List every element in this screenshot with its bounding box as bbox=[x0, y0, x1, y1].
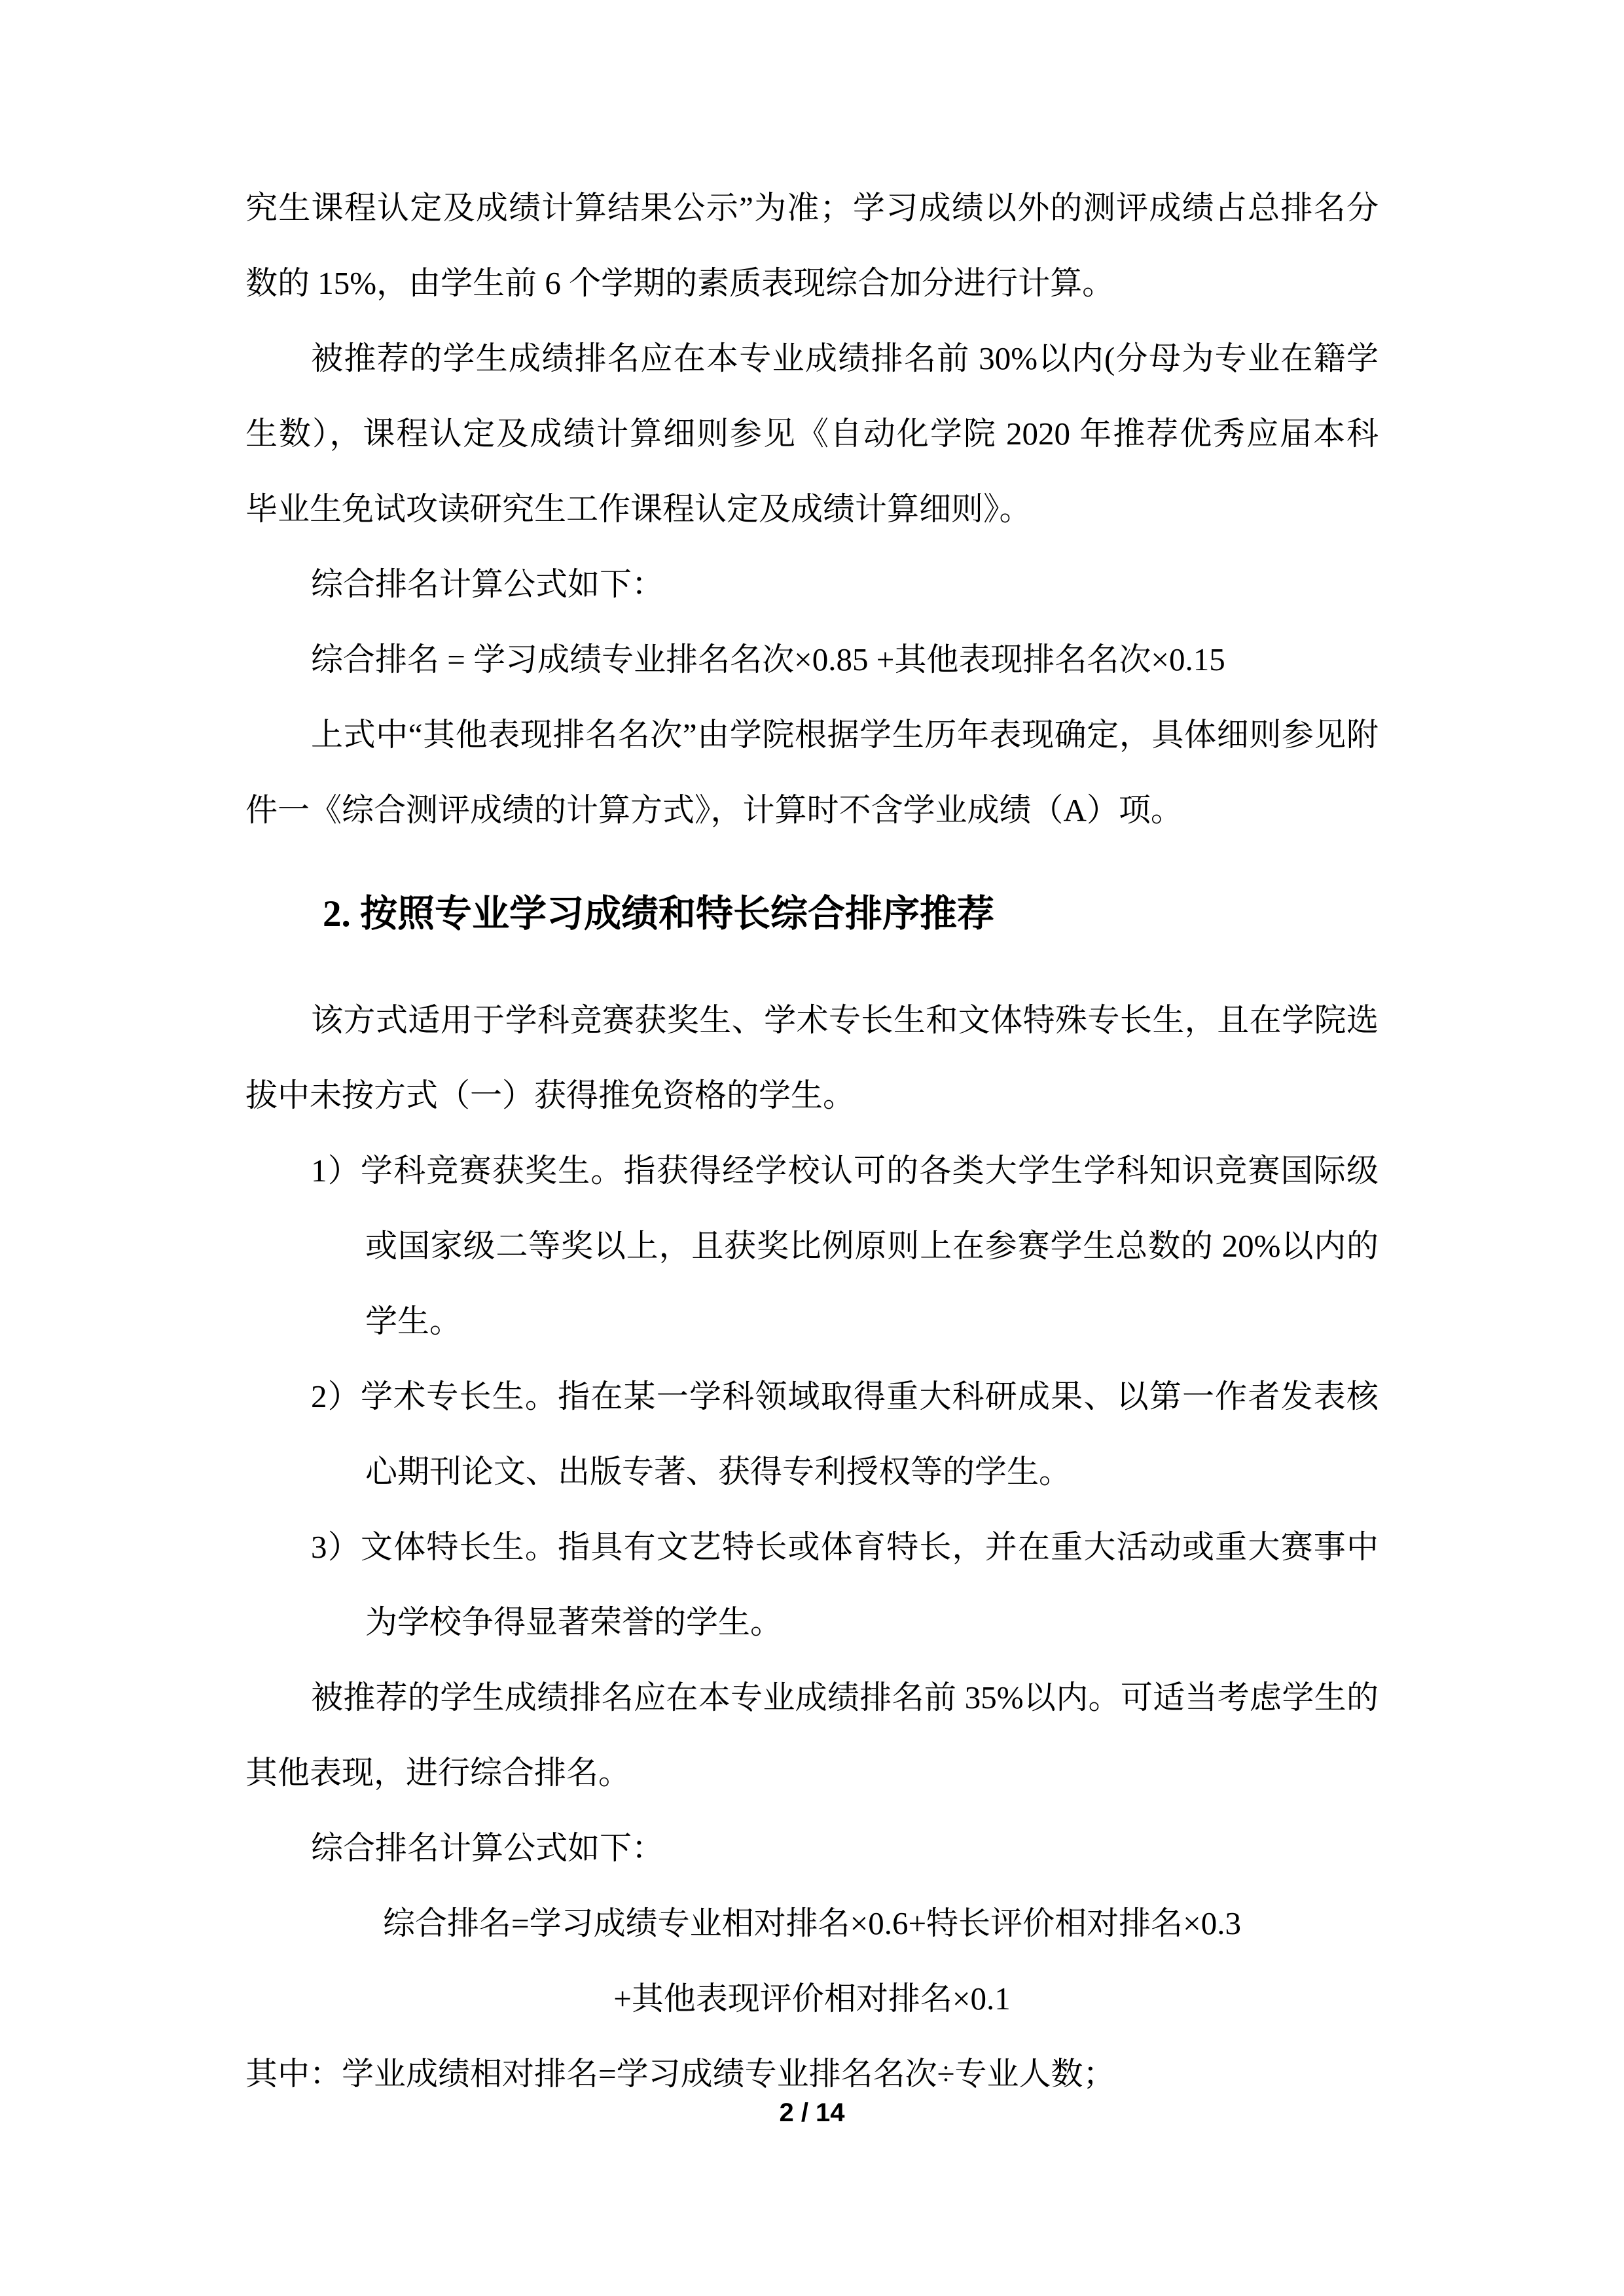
text-line: 其中：学业成绩相对排名=学习成绩专业排名名次÷专业人数； bbox=[245, 2056, 1115, 2092]
text-line: 生数），课程认定及成绩计算细则参见《自动化学院 2020 年推荐优秀应届本科 bbox=[245, 416, 1379, 452]
document-body bbox=[245, 170, 1379, 2111]
text-line: 或国家级二等奖以上，且获奖比例原则上在参赛学生总数的 20%以内的 bbox=[365, 1228, 1379, 1264]
text-line: 毕业生免试攻读研究生工作课程认定及成绩计算细则》。 bbox=[245, 491, 1032, 527]
text-line: 究生课程认定及成绩计算结果公示”为准；学习成绩以外的测评成绩占总排名分 bbox=[245, 190, 1379, 226]
section-heading: 2. 按照专业学习成绩和特长综合排序推荐 bbox=[323, 893, 994, 935]
text-line: 心期刊论文、出版专著、获得专利授权等的学生。 bbox=[365, 1454, 1072, 1490]
text-line: 件一《综合测评成绩的计算方式》，计算时不含学业成绩（A）项。 bbox=[245, 792, 1183, 828]
text-line: 3）文体特长生。指具有文艺特长或体育特长，并在重大活动或重大赛事中 bbox=[311, 1529, 1379, 1565]
text-line: 被推荐的学生成绩排名应在本专业成绩排名前 30%以内(分母为专业在籍学 bbox=[311, 340, 1379, 376]
page-number: 2 / 14 bbox=[779, 2098, 845, 2127]
text-line: 拔中未按方式（一）获得推免资格的学生。 bbox=[245, 1077, 856, 1113]
text-line: 综合排名 = 学习成绩专业排名名次×0.85 +其他表现排名名次×0.15 bbox=[311, 641, 1225, 677]
text-line: 综合排名计算公式如下： bbox=[311, 1830, 664, 1866]
text-line: 为学校争得显著荣誉的学生。 bbox=[365, 1604, 783, 1640]
text-line: 其他表现，进行综合排名。 bbox=[245, 1755, 631, 1791]
text-line: 2）学术专长生。指在某一学科领域取得重大科研成果、以第一作者发表核 bbox=[311, 1378, 1379, 1414]
text-line: 上式中“其他表现排名名次”由学院根据学生历年表现确定，具体细则参见附 bbox=[311, 717, 1379, 753]
text-line: 综合排名=学习成绩专业相对排名×0.6+特长评价相对排名×0.3 bbox=[382, 1905, 1242, 1941]
text-line: +其他表现评价相对排名×0.1 bbox=[613, 1981, 1011, 2017]
text-line: 综合排名计算公式如下： bbox=[311, 566, 664, 602]
text-line: 学生。 bbox=[365, 1303, 462, 1339]
text-line: 数的 15%，由学生前 6 个学期的素质表现综合加分进行计算。 bbox=[245, 265, 1115, 301]
text-line: 该方式适用于学科竞赛获奖生、学术专长生和文体特殊专长生，且在学院选 bbox=[311, 1002, 1379, 1038]
text-line: 被推荐的学生成绩排名应在本专业成绩排名前 35%以内。可适当考虑学生的 bbox=[311, 1679, 1379, 1715]
text-line: 1）学科竞赛获奖生。指获得经学校认可的各类大学生学科知识竞赛国际级 bbox=[311, 1153, 1379, 1189]
